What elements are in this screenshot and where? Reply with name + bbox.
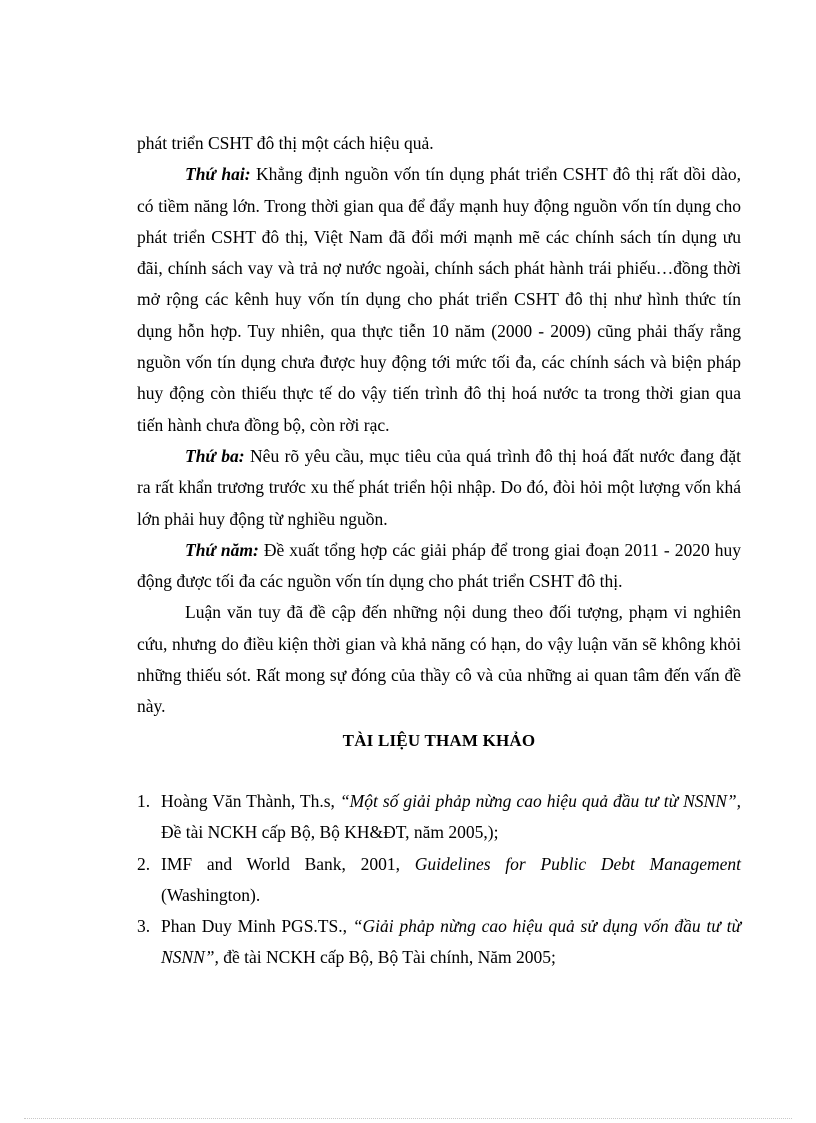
reference-title: “Một số giải phảp nừng cao hiệu quả đầu tư từ NSNN”, [339,790,741,811]
reference-text [161,786,741,849]
reference-item [137,911,741,974]
paragraph-text: Đề xuất tổng hợp các giải pháp để trong giai đoạn 2011 - 2020 huy động được tối đa các nguồn vốn tín dụng cho phát triển CSHT đô thị. [137,539,741,592]
document-body [137,128,741,974]
references-title: TÀI LIỆU THAM KHẢO [342,730,536,750]
reference-item [137,786,741,849]
reference-title: Guidelines for Public Debt Management [414,853,741,874]
paragraph-conclusion: Luận văn tuy đã đề cập đến những nội dung theo đối tượng, phạm vi nghiên cứu, nhưng do điều kiện thời gian và khả năng có hạn, do vậy luận văn sẽ không khỏi những thiếu sót. Rất mong sự đóng của thầy cô và của những ai quan tâm đến vấn đề này. [137,602,741,717]
paragraph-lead: Thứ ba: [185,445,245,466]
reference-number: 2. [137,853,151,874]
reference-source: đề tài NCKH cấp Bộ, Bộ Tài chính, Năm 2005; [218,947,556,968]
reference-author: Phan Duy Minh PGS.TS., [161,916,353,937]
paragraph-text: Khẳng định nguồn vốn tín dụng phát triển CSHT đô thị rất dồi dào, có tiềm năng lớn. Trong thời gian qua để đẩy mạnh huy động nguồn vốn tín dụng cho phát triển CSHT đô thị, Việt Nam đã đổi mới mạnh mẽ các chính sách tín dụng ưu đãi, chính sách vay và trả nợ nước ngoài, chính sách phát hành trái phiếu…đồng thời mở rộng các kênh huy vốn tín dụng cho phát triển CSHT đô thị như hình thức tín dụng hỗn hợp. Tuy nhiên, qua thực tiễn 10 năm (2000 - 2009) cũng phải thấy rằng nguồn vốn tín dụng chưa được huy động tới mức tối đa, các chính sách và biện pháp huy động còn thiếu thực tế do vậy tiến trình đô thị hoá nước ta trong thời gian qua tiến hành chưa đồng bộ, còn rời rạc. [137,164,741,435]
paragraph-lead: Thứ năm: [185,539,259,560]
reference-item [137,849,741,912]
reference-number: 1. [137,790,151,811]
page-bottom-divider [24,1118,792,1119]
references-list [137,786,741,974]
reference-author: Hoàng Văn Thành, Th.s, [161,790,340,811]
paragraph-thu-ba [137,441,741,535]
reference-source: Đề tài NCKH cấp Bộ, Bộ KH&ĐT, năm 2005,); [161,822,499,843]
reference-author: IMF and World Bank, 2001, [161,853,415,874]
paragraph-lead: Thứ hai: [185,164,251,185]
reference-source: (Washington). [161,884,261,905]
reference-title: “Giải phảp nừng cao hiệu quả sử dụng vốn đầu tư từ NSNN”, [161,916,741,968]
reference-text [161,911,741,974]
paragraph-text: Nêu rõ yêu cầu, mục tiêu của quá trình đô thị hoá đất nước đang đặt ra rất khẩn trương trước xu thế phát triển hội nhập. Do đó, đòi hỏi một lượng vốn khá lớn phải huy động từ nghiều nguồn. [137,445,741,529]
reference-text [161,849,741,912]
paragraph-thu-hai [137,159,741,441]
reference-number: 3. [137,916,151,937]
paragraph-thu-nam [137,535,741,598]
paragraph-continuation: phát triển CSHT đô thị một cách hiệu quả. [137,133,434,153]
